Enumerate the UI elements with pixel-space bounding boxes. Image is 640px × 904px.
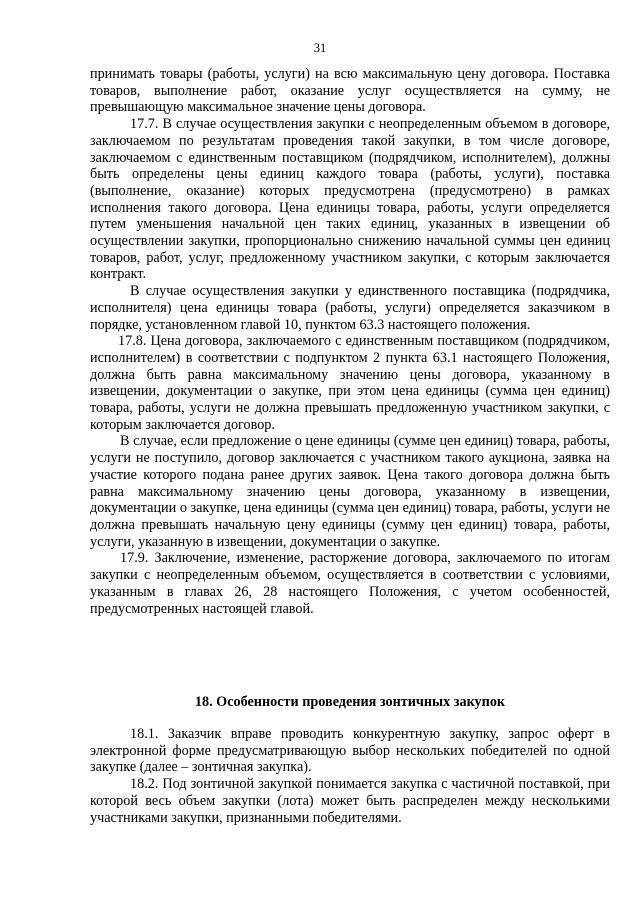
page-number: 31 [313, 41, 327, 55]
paragraph-17-8: 17.8. Цена договора, заключаемого с единственным поставщиком (подрядчиком, исполнителем) в соответствии с подпунктом 2 пункта 63.1 настоящего Положения, должна быть равна максимальному значению цены договора, указанному в извещении, документации о закупке, при этом цена единицы (сумма цен единиц) товара, работы, услуги не должна превышать предложенную участником закупки, с которым заключается договор. [90, 333, 610, 433]
section-18-body [90, 726, 610, 826]
document-body [90, 66, 610, 617]
paragraph-18-1: 18.1. Заказчик вправе проводить конкурентную закупку, запрос оферт в электронной форме предусматривающую выбор нескольких победителей по одной закупке (далее – зонтичная закупка). [90, 726, 610, 776]
paragraph-17-7: 17.7. В случае осуществления закупки с неопределенным объемом в договоре, заключаемом по результатам проведения такой закупки, в том числе договоре, заключаемом с единственным поставщиком (подрядчиком, исполнителем), должны быть определены цены единиц каждого товара (работы, услуги), поставка (выполнение, оказание) которых предусмотрена (предусмотрено) в рамках исполнения такого договора. Цена единицы товара, работы, услуги определяется путем уменьшения начальной цен таких единиц, указанных в извещении об осуществлении закупки, пропорционально снижению начальной суммы цен единиц товаров, работ, услуг, предложенному участником закупки, с которым заключается контракт. [90, 116, 610, 283]
section-heading: 18. Особенности проведения зонтичных закупок [194, 694, 506, 710]
paragraph-continuation: принимать товары (работы, услуги) на всю максимальную цену договора. Поставка товаров, выполнение работ, оказание услуг осуществляется на сумму, не превышающую максимальное значение цены договора. [90, 66, 610, 116]
paragraph-17-8-no-offer: В случае, если предложение о цене единицы (сумме цен единиц) товара, работы, услуги не поступило, договор заключается с участником такого аукциона, заявка на участие которого подана ранее других заявок. Цена такого договора должна быть равна максимальному значению цены договора, указанному в извещении, документации о закупке, цена единицы (сумма цен единиц) товара, работы, услуги не должна превышать начальную цену единицы (сумму цен единиц) товара, работы, услуги, указанную в извещении, документации о закупке. [90, 433, 610, 550]
paragraph-17-9: 17.9. Заключение, изменение, расторжение договора, заключаемого по итогам закупки с неопределенным объемом, осуществляется в соответствии с условиями, указанным в главах 26, 28 настоящего Положения, с учетом особенностей, предусмотренных настоящей главой. [90, 550, 610, 617]
paragraph-17-7-sole-supplier: В случае осуществления закупки у единственного поставщика (подрядчика, исполнителя) цена единицы товара (работы, услуги) определяется заказчиком в порядке, установленном главой 10, пунктом 63.3 настоящего положения. [90, 283, 610, 333]
paragraph-18-2: 18.2. Под зонтичной закупкой понимается закупка с частичной поставкой, при которой весь объем закупки (лота) может быть распределен между несколькими участниками закупки, признанными победителями. [90, 776, 610, 826]
